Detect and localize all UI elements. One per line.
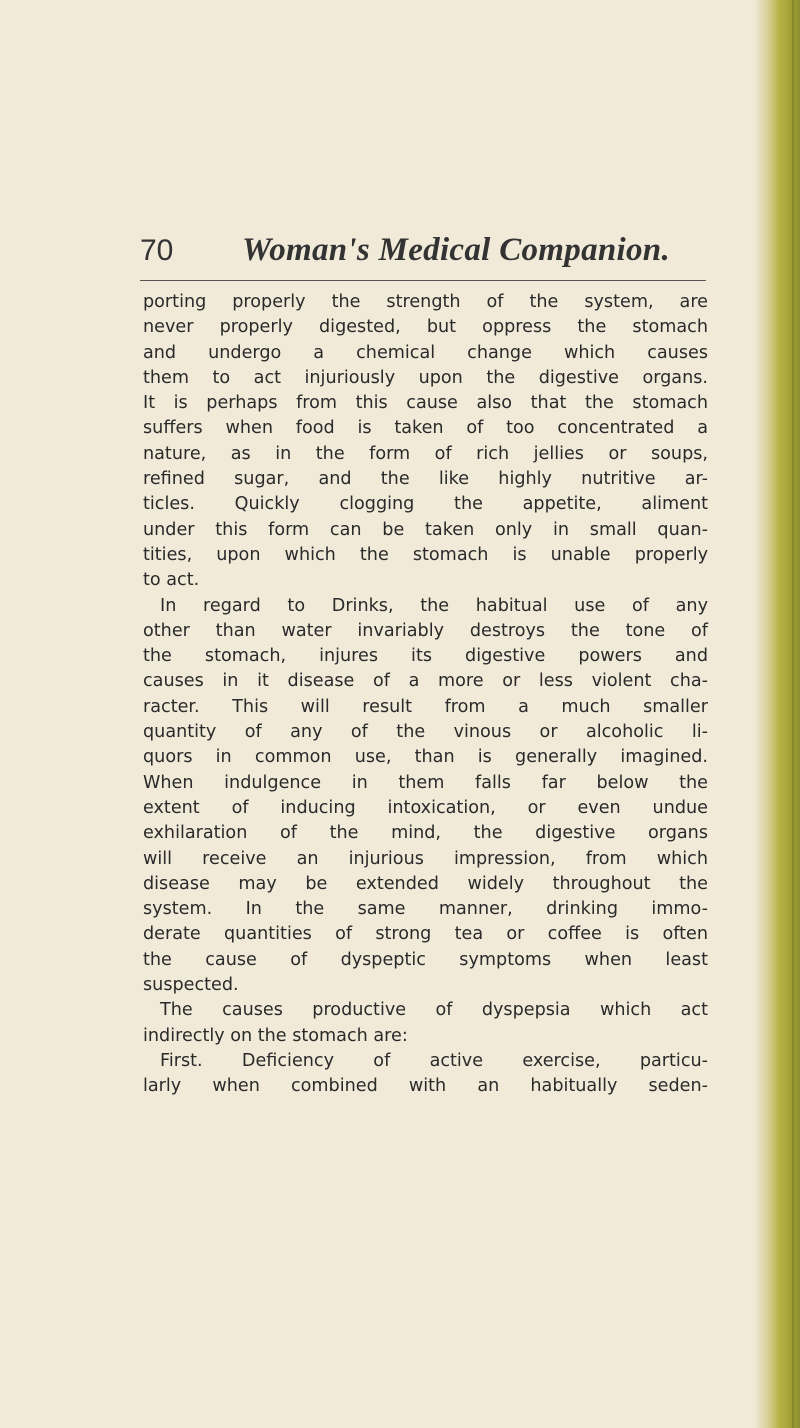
text-line: disease may be extended widely throughout the	[143, 873, 708, 894]
text-line: and undergo a chemical change which causes	[143, 342, 708, 363]
body-text	[143, 290, 708, 1100]
text-line: When indulgence in them falls far below the	[143, 772, 708, 793]
page-edge-decoration	[754, 0, 800, 1428]
book-title: Woman's Medical Companion.	[242, 232, 671, 268]
text-line: will receive an injurious impression, from which	[143, 848, 708, 869]
text-line: It is perhaps from this cause also that the stomach	[143, 393, 708, 414]
text-line: never properly digested, but oppress the stomach	[143, 317, 708, 338]
text-line: the stomach, injures its digestive powers and	[143, 646, 708, 667]
text-line: system. In the same manner, drinking immo-	[143, 899, 708, 920]
text-line: refined sugar, and the like highly nutritive ar-	[143, 469, 708, 490]
text-line: suffers when food is taken of too concentrated a	[143, 418, 708, 439]
text-line: other than water invariably destroys the tone of	[143, 620, 708, 641]
text-line: exhilaration of the mind, the digestive organs	[143, 823, 708, 844]
running-head	[140, 232, 706, 281]
text-line: The causes productive of dyspepsia which act	[160, 1000, 708, 1021]
text-line: porting properly the strength of the system, are	[143, 292, 708, 312]
text-line: First. Deficiency of active exercise, particu-	[160, 1050, 708, 1071]
text-line: the cause of dyspeptic symptoms when least	[143, 949, 708, 970]
text-line: to act.	[143, 570, 200, 591]
text-line: quantity of any of the vinous or alcoholic li-	[143, 722, 708, 743]
text-line: indirectly on the stomach are:	[143, 1025, 408, 1046]
text-line: racter. This will result from a much smaller	[143, 696, 708, 717]
text-line: tities, upon which the stomach is unable properly	[143, 544, 708, 565]
text-line: ticles. Quickly clogging the appetite, aliment	[143, 494, 708, 515]
text-line: quors in common use, than is generally imagined.	[143, 747, 708, 768]
text-line: causes in it disease of a more or less violent cha-	[143, 671, 708, 692]
text-line: suspected.	[143, 975, 239, 996]
text-line: In regard to Drinks, the habitual use of any	[160, 595, 708, 616]
text-line: larly when combined with an habitually seden-	[143, 1076, 708, 1097]
text-line: them to act injuriously upon the digestive organs.	[143, 367, 708, 388]
text-line: nature, as in the form of rich jellies or soups,	[143, 443, 708, 464]
text-line: under this form can be taken only in small quan-	[143, 519, 708, 540]
text-line: extent of inducing intoxication, or even undue	[143, 797, 708, 818]
page-number: 70	[140, 234, 174, 267]
text-line: derate quantities of strong tea or coffee is often	[143, 924, 708, 945]
